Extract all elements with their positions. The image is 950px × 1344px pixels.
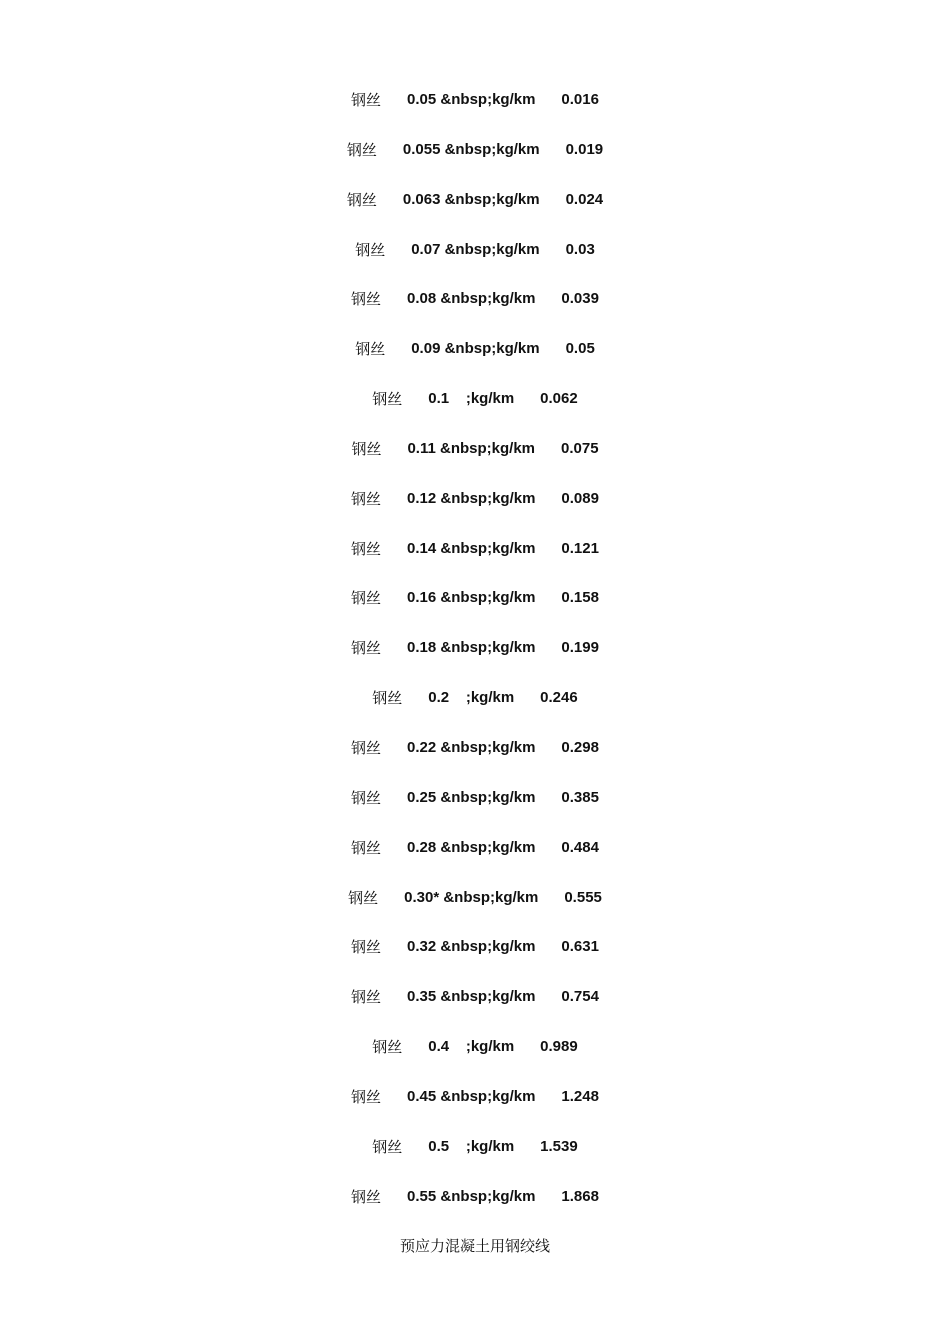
list-item	[0, 834, 950, 884]
item-spec: 0.32 &nbsp;kg/km	[407, 938, 536, 956]
item-value: 0.019	[565, 140, 604, 158]
item-value: 0.03	[565, 240, 595, 258]
item-spec: 0.11 &nbsp;kg/km	[407, 439, 535, 457]
item-value: 0.121	[561, 539, 599, 557]
item-value: 0.089	[561, 489, 599, 507]
item-spec: 0.5 ;kg/km	[428, 1137, 515, 1155]
item-value: 0.075	[561, 439, 599, 457]
item-label: 钢丝	[355, 340, 386, 359]
item-label: 钢丝	[351, 91, 382, 109]
item-spec: 0.4 ;kg/km	[428, 1038, 515, 1056]
item-spec: 0.14 &nbsp;kg/km	[407, 539, 536, 557]
steel-wire-list	[0, 86, 950, 1232]
list-item	[0, 734, 950, 784]
item-value: 0.754	[561, 988, 599, 1006]
item-spec: 0.08 &nbsp;kg/km	[407, 290, 536, 308]
item-label: 钢丝	[351, 439, 382, 458]
item-value: 0.298	[561, 738, 599, 756]
item-label: 钢丝	[372, 1038, 403, 1057]
item-value: 0.631	[561, 938, 599, 956]
item-value: 0.024	[565, 190, 604, 208]
list-item	[0, 236, 950, 286]
item-spec: 0.07 &nbsp;kg/km	[411, 240, 540, 258]
list-item	[0, 186, 950, 236]
list-item	[0, 784, 950, 834]
list-item	[0, 584, 950, 634]
item-label: 钢丝	[372, 390, 403, 409]
item-spec: 0.055 &nbsp;kg/km	[402, 140, 540, 158]
item-value: 0.385	[561, 788, 599, 806]
list-item	[0, 435, 950, 485]
item-value: 0.989	[540, 1038, 578, 1056]
item-value: 1.248	[561, 1087, 599, 1105]
list-item	[0, 933, 950, 983]
item-spec: 0.1 ;kg/km	[428, 390, 515, 408]
item-label: 钢丝	[351, 838, 382, 857]
item-value: 0.199	[561, 639, 599, 657]
item-spec: 0.18 &nbsp;kg/km	[407, 639, 536, 657]
item-label: 钢丝	[351, 539, 382, 558]
item-value: 0.05	[565, 340, 595, 358]
list-item	[0, 285, 950, 335]
list-item	[0, 1183, 950, 1233]
item-spec: 0.063 &nbsp;kg/km	[402, 190, 540, 208]
item-value: 0.016	[561, 91, 599, 108]
list-item	[0, 684, 950, 734]
section-heading: 预应力混凝土用钢绞线	[399, 1237, 550, 1255]
item-spec: 0.16 &nbsp;kg/km	[407, 589, 536, 607]
item-value: 0.158	[561, 589, 599, 607]
item-label: 钢丝	[372, 1137, 403, 1156]
list-item	[0, 884, 950, 934]
item-label: 钢丝	[351, 290, 382, 309]
item-label: 钢丝	[351, 639, 382, 658]
list-item	[0, 485, 950, 535]
item-label: 钢丝	[351, 738, 382, 757]
list-item	[0, 1133, 950, 1183]
list-item	[0, 983, 950, 1033]
item-label: 钢丝	[351, 988, 382, 1007]
list-item	[0, 385, 950, 435]
list-item	[0, 335, 950, 385]
item-label: 钢丝	[348, 888, 379, 907]
item-value: 1.868	[561, 1187, 599, 1205]
item-value: 0.062	[540, 390, 578, 408]
item-spec: 0.25 &nbsp;kg/km	[407, 788, 536, 806]
item-label: 钢丝	[351, 938, 382, 957]
item-spec: 0.05 &nbsp;kg/km	[407, 91, 536, 108]
item-spec: 0.30* &nbsp;kg/km	[404, 888, 539, 906]
list-item	[0, 634, 950, 684]
item-label: 钢丝	[351, 589, 382, 608]
item-value: 0.039	[561, 290, 599, 308]
item-spec: 0.12 &nbsp;kg/km	[407, 489, 536, 507]
item-spec: 0.09 &nbsp;kg/km	[411, 340, 540, 358]
item-value: 0.555	[564, 888, 602, 906]
item-label: 钢丝	[351, 788, 382, 807]
item-spec: 0.22 &nbsp;kg/km	[407, 738, 536, 756]
item-value: 0.484	[561, 838, 599, 856]
item-spec: 0.55 &nbsp;kg/km	[407, 1187, 536, 1205]
item-spec: 0.28 &nbsp;kg/km	[407, 838, 536, 856]
list-item	[0, 136, 950, 186]
list-item	[0, 1083, 950, 1133]
list-item	[0, 535, 950, 585]
list-item	[0, 86, 950, 136]
item-label: 钢丝	[372, 689, 403, 708]
item-label: 钢丝	[351, 1187, 382, 1206]
item-spec: 0.35 &nbsp;kg/km	[407, 988, 536, 1006]
item-label: 钢丝	[351, 1087, 382, 1106]
item-label: 钢丝	[351, 489, 382, 508]
item-value: 0.246	[540, 689, 578, 707]
list-item	[0, 1033, 950, 1083]
item-label: 钢丝	[355, 240, 386, 259]
item-value: 1.539	[540, 1137, 578, 1155]
item-label: 钢丝	[346, 140, 377, 159]
item-spec: 0.2 ;kg/km	[428, 689, 515, 707]
item-label: 钢丝	[346, 190, 377, 209]
item-spec: 0.45 &nbsp;kg/km	[407, 1087, 536, 1105]
